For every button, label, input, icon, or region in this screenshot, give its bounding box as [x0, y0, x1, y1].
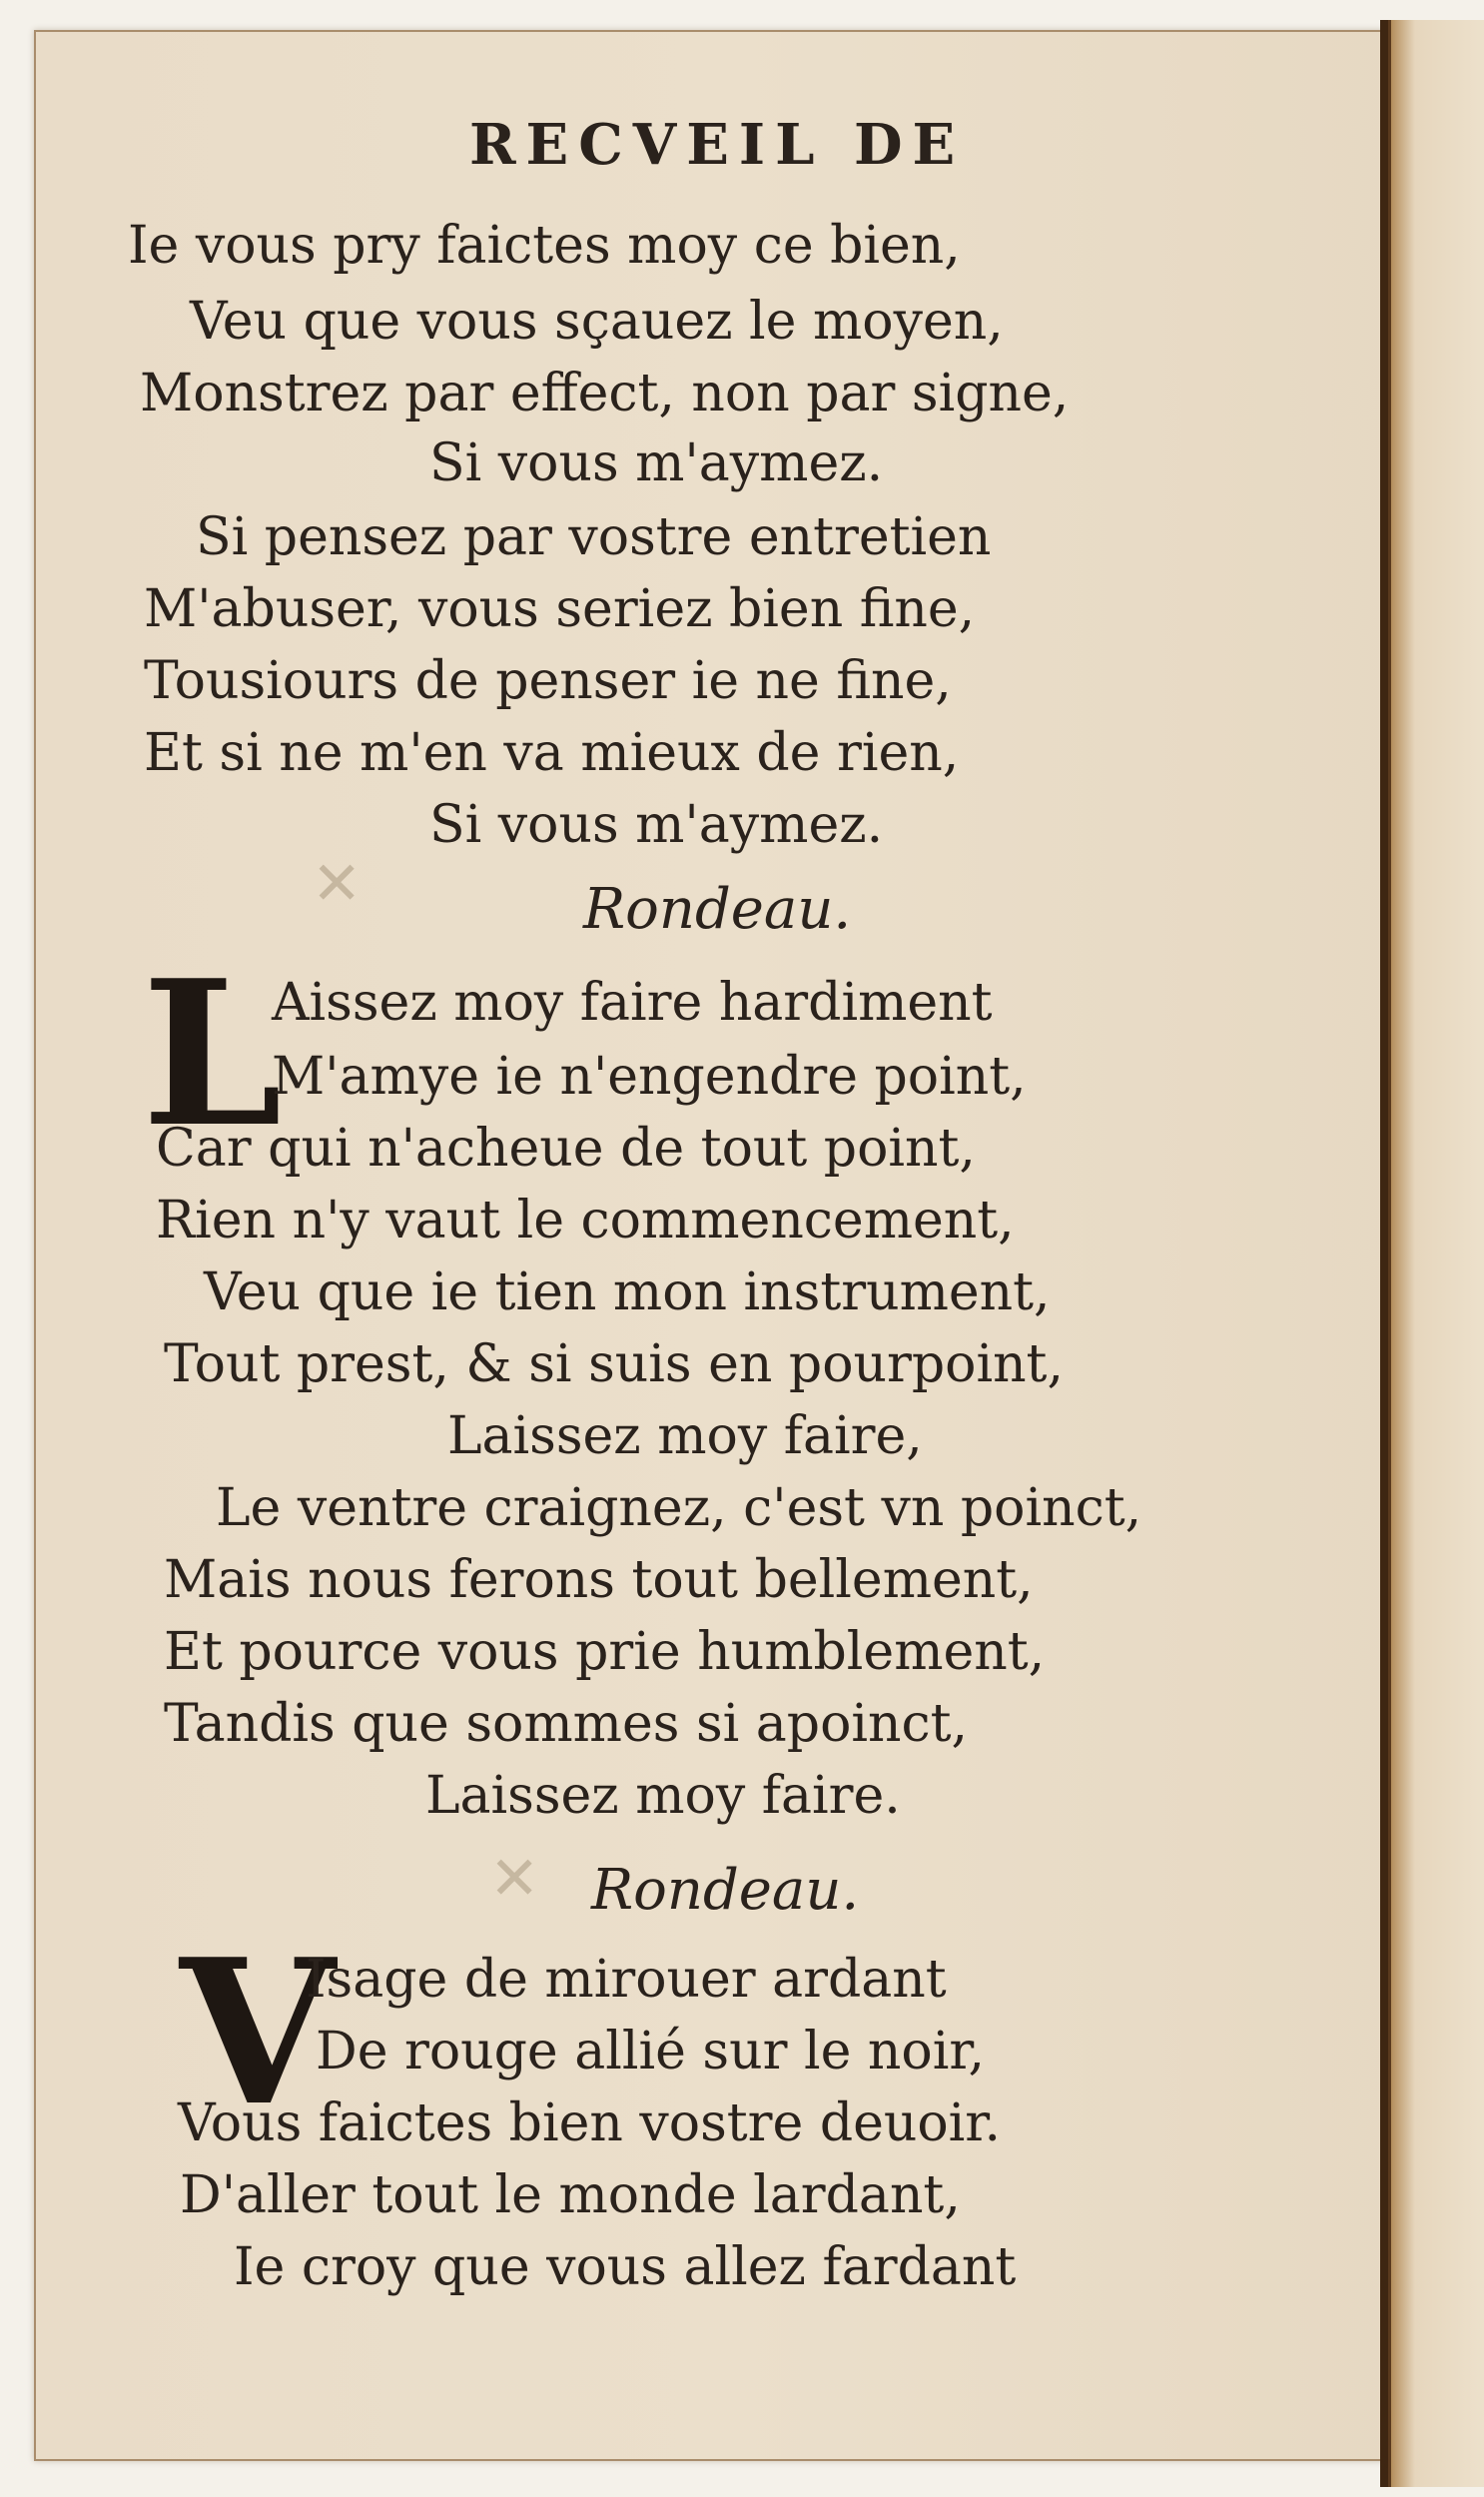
verse-line: Et pource vous prie humblement, — [164, 1622, 1046, 1682]
verse-line: De rouge allié sur le noir, — [316, 2022, 986, 2081]
verse-refrain: Laissez moy faire, — [447, 1406, 923, 1466]
verse-line: Ie croy que vous allez fardant — [234, 2237, 1017, 2297]
marginal-mark: ✕ — [489, 1844, 540, 1914]
verse-line: Isage de mirouer ardant — [306, 1950, 947, 2010]
verse-line: Monstrez par effect, non par signe, — [140, 364, 1070, 423]
drop-cap: L — [142, 937, 283, 1172]
drop-cap: V — [180, 1916, 336, 2150]
verse-refrain: Laissez moy faire. — [425, 1766, 901, 1826]
verse-line: D'aller tout le monde lardant, — [180, 2165, 961, 2225]
verse-refrain: Si vous m'aymez. — [429, 795, 884, 855]
verse-line: Si pensez par vostre entretien — [196, 507, 992, 567]
verse-line: Vous faictes bien vostre deuoir. — [178, 2093, 1001, 2153]
verse-line: Aissez moy faire hardiment — [272, 973, 993, 1033]
poem-title: Rondeau. — [583, 877, 852, 942]
verse-line: M'amye ie n'engendre point, — [272, 1047, 1027, 1107]
verse-line: Et si ne m'en va mieux de rien, — [144, 723, 960, 783]
verse-line: Mais nous ferons tout bellement, — [164, 1550, 1034, 1610]
verse-line: Ie vous pry faictes moy ce bien, — [128, 216, 961, 276]
verse-line: Le ventre craignez, c'est vn poinct, — [216, 1478, 1142, 1538]
verse-line: Tandis que sommes si apoinct, — [164, 1694, 969, 1754]
verse-line: Tousiours de penser ie ne fine, — [144, 651, 952, 711]
poem-title: Rondeau. — [591, 1858, 860, 1923]
verse-line: Rien n'y vaut le commencement, — [156, 1191, 1015, 1250]
verse-line: Veu que vous sçauez le moyen, — [190, 292, 1004, 352]
running-head: RECVEIL DE — [469, 112, 966, 178]
verse-refrain: Si vous m'aymez. — [429, 433, 884, 493]
verse-line: Tout prest, & si suis en pourpoint, — [164, 1334, 1064, 1394]
marginal-mark: ✕ — [312, 849, 363, 919]
verse-line: Car qui n'acheue de tout point, — [156, 1119, 976, 1179]
verse-line: Veu que ie tien mon instrument, — [204, 1262, 1051, 1322]
facing-page-edge — [1388, 20, 1484, 2487]
verse-line: M'abuser, vous seriez bien fine, — [144, 579, 976, 639]
